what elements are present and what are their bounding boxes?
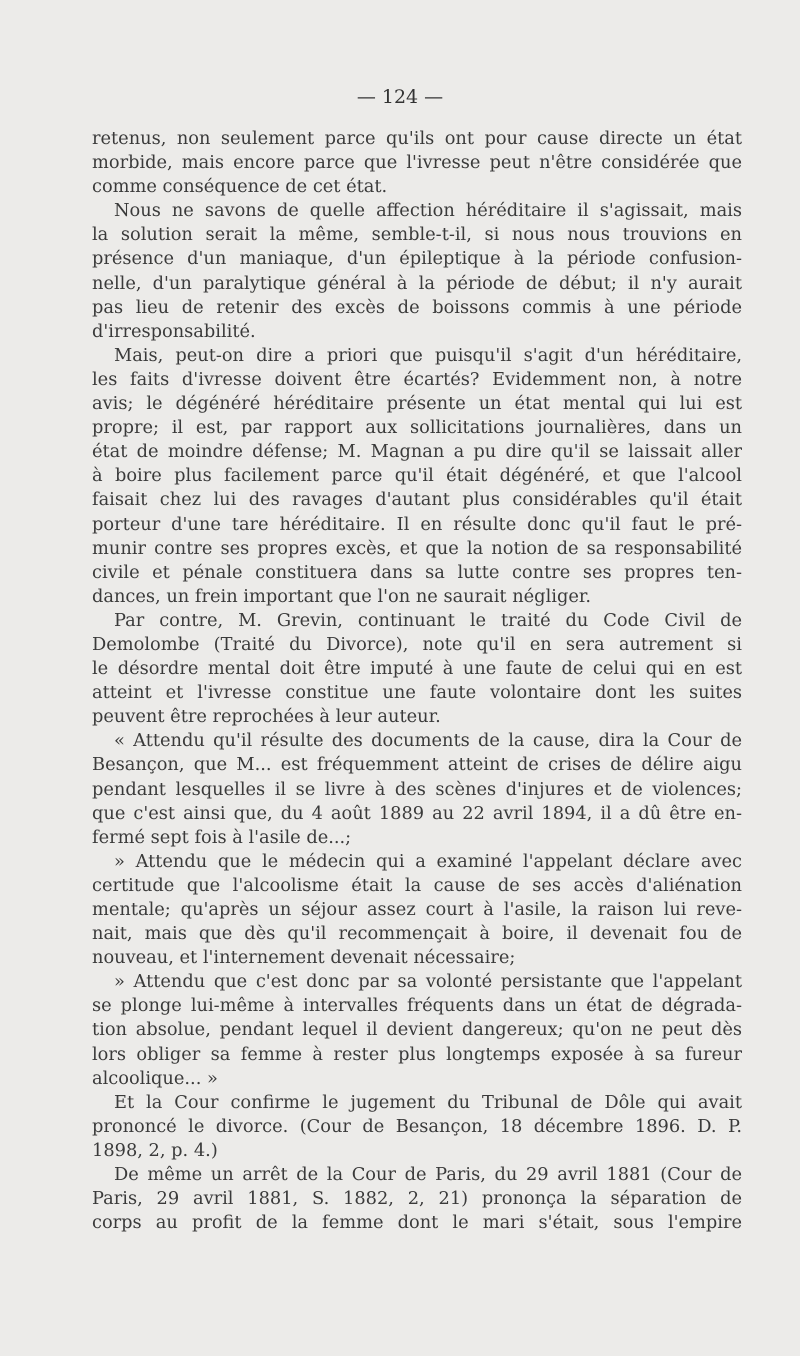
text-line: » Attendu que c'est donc par sa volonté persistante que l'appelant <box>114 971 742 993</box>
text-line: comme conséquence de cet état. <box>92 176 388 198</box>
text-line: certitude que l'alcoolisme était la cause de ses accès d'aliénation <box>92 874 742 896</box>
text-line: propre; il est, par rapport aux sollicitations journalières, dans un <box>92 417 742 439</box>
text-line: avis; le dégénéré héréditaire présente un état mental qui lui est <box>92 393 742 415</box>
text-line: tion absolue, pendant lequel il devient dangereux; qu'on ne peut dès <box>92 1019 742 1041</box>
text-line: « Attendu qu'il résulte des documents de la cause, dira la Cour de <box>114 730 742 752</box>
text-line: corps au profit de la femme dont le mari s'était, sous l'empire <box>92 1212 742 1234</box>
text-line: munir contre ses propres excès, et que la notion de sa responsabilité <box>92 537 742 559</box>
text-line: Paris, 29 avril 1881, S. 1882, 2, 21) prononça la séparation de <box>92 1188 742 1210</box>
page-number: — 124 — <box>356 86 444 108</box>
text-line: alcoolique... » <box>92 1067 218 1089</box>
text-line: la solution serait la même, semble-t-il, si nous nous trouvions en <box>92 224 742 246</box>
text-line: De même un arrêt de la Cour de Paris, du 29 avril 1881 (Cour de <box>114 1164 742 1186</box>
text-line: d'irresponsabilité. <box>92 320 256 342</box>
text-line: présence d'un maniaque, d'un épileptique à la période confusion- <box>92 248 742 270</box>
text-line: à boire plus facilement parce qu'il était dégénéré, et que l'alcool <box>92 465 742 487</box>
text-line: morbide, mais encore parce que l'ivresse peut n'être considérée que <box>92 152 742 174</box>
text-line: fermé sept fois à l'asile de...; <box>92 826 352 848</box>
text-line: faisait chez lui des ravages d'autant plus considérables qu'il était <box>92 489 742 511</box>
text-line: 1898, 2, p. 4.) <box>92 1139 218 1161</box>
text-line: Et la Cour confirme le jugement du Tribunal de Dôle qui avait <box>114 1091 742 1113</box>
text-line: nelle, d'un paralytique général à la période de début; il n'y aurait <box>92 272 742 294</box>
text-line: mentale; qu'après un séjour assez court à l'asile, la raison lui reve- <box>92 899 742 920</box>
text-line: pas lieu de retenir des excès de boissons commis à une période <box>92 296 742 318</box>
text-line: se plonge lui-même à intervalles fréquents dans un état de dégrada- <box>92 995 742 1017</box>
text-line: nouveau, et l'internement devenait nécessaire; <box>92 947 516 969</box>
text-line: retenus, non seulement parce qu'ils ont pour cause directe un état <box>92 128 742 149</box>
text-line: dances, un frein important que l'on ne saurait négliger. <box>92 585 592 607</box>
text-line: Demolombe (Traité du Divorce), note qu'il en sera autrement si <box>92 633 742 655</box>
text-line: état de moindre défense; M. Magnan a pu dire qu'il se laissait aller <box>92 441 742 463</box>
text-line: le désordre mental doit être imputé à une faute de celui qui en est <box>92 658 742 680</box>
text-line: nait, mais que dès qu'il recommençait à boire, il devenait fou de <box>92 923 742 945</box>
text-line: prononcé le divorce. (Cour de Besançon, 18 décembre 1896. D. P. <box>92 1115 742 1137</box>
text-line: Par contre, M. Grevin, continuant le traité du Code Civil de <box>114 609 742 631</box>
body-text <box>92 127 742 1235</box>
text-line: » Attendu que le médecin qui a examiné l'appelant déclare avec <box>114 850 742 872</box>
text-line: Besançon, que M... est fréquemment atteint de crises de délire aigu <box>92 754 742 776</box>
text-line: les faits d'ivresse doivent être écartés? Evidemment non, à notre <box>92 368 742 390</box>
text-line: porteur d'une tare héréditaire. Il en résulte donc qu'il faut le pré- <box>92 513 742 535</box>
text-line: atteint et l'ivresse constitue une faute volontaire dont les suites <box>92 682 742 704</box>
text-line: pendant lesquelles il se livre à des scènes d'injures et de violences; <box>92 778 742 800</box>
text-line: que c'est ainsi que, du 4 août 1889 au 22 avril 1894, il a dû être en- <box>92 802 742 824</box>
text-line: peuvent être reprochées à leur auteur. <box>92 706 441 728</box>
text-line: Mais, peut-on dire a priori que puisqu'il s'agit d'un héréditaire, <box>114 344 742 366</box>
text-line: lors obliger sa femme à rester plus longtemps exposée à sa fureur <box>92 1043 742 1065</box>
text-line: Nous ne savons de quelle affection héréditaire il s'agissait, mais <box>114 200 742 222</box>
text-line: civile et pénale constituera dans sa lutte contre ses propres ten- <box>92 561 742 583</box>
